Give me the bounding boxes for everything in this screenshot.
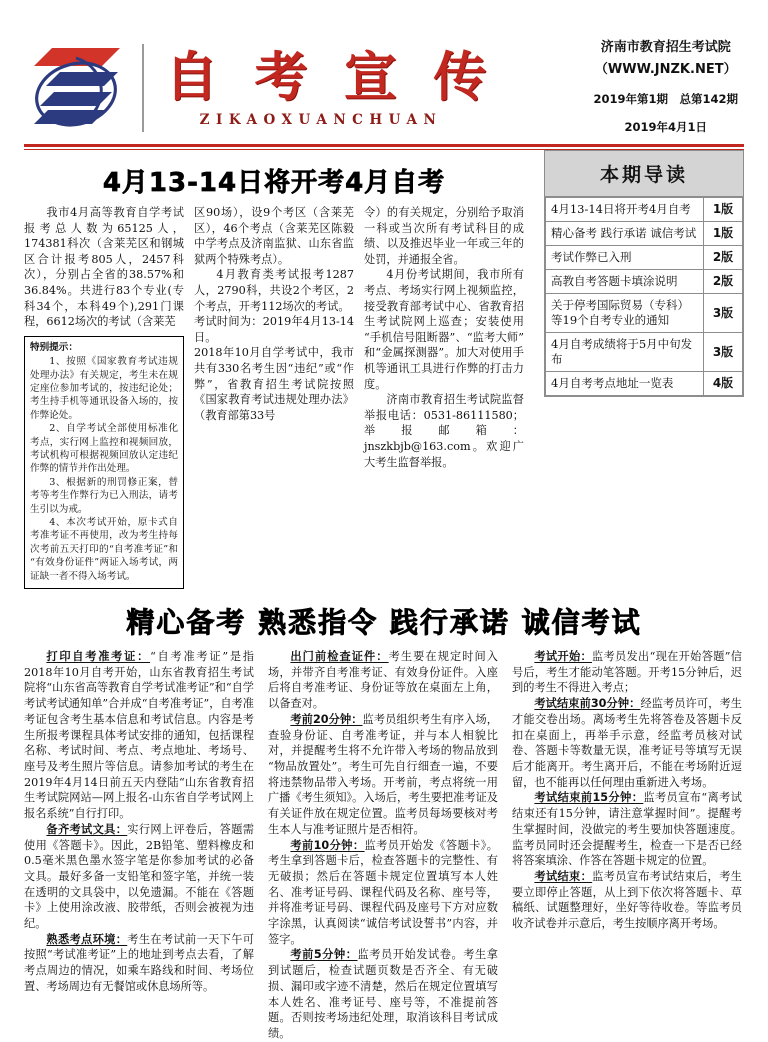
- paragraph-lead: 考试结束前15分钟：: [534, 791, 644, 805]
- page-title-pinyin: ZIKAOXUANCHUAN: [199, 112, 443, 129]
- special-notice-box: [24, 336, 184, 589]
- paragraph: [512, 649, 742, 696]
- paragraph-lead: 打印自考准考证：: [46, 650, 151, 664]
- masthead: [24, 0, 744, 142]
- table-row[interactable]: [546, 270, 743, 294]
- paragraph: [24, 822, 254, 932]
- toc-entry-text: 高教自考答题卡填涂说明: [546, 270, 704, 294]
- table-row[interactable]: [546, 333, 743, 372]
- article1-column-1: [24, 205, 184, 589]
- toc-entry-page: 3版: [704, 333, 743, 372]
- paragraph-body: 考生要在规定时间入场，并带齐自考准考证、有效身份证件。入座后将自考准考证、身份证等放在桌面左上角，以备查对。: [268, 650, 498, 711]
- paragraph: [512, 869, 742, 932]
- toc-entry-text: 关于停考国际贸易（专科）等19个自考专业的通知: [546, 294, 704, 333]
- paragraph-body: 监考员发出“现在开始答题”信号后，考生才能动笔答题。开考15分钟后，迟到的考生不得进入考点；: [512, 650, 742, 695]
- toc-entry-page: 2版: [704, 270, 743, 294]
- article2-column-3: [512, 649, 742, 1042]
- masthead-title-block: [156, 45, 496, 129]
- paragraph: 区90场），设9个考区（含莱芜区），46个考点（含莱芜区陈毅中学考点及济南监狱、山东省监狱两个特殊考点）。: [194, 206, 354, 266]
- paragraph-lead: 备齐考试文具：: [46, 822, 128, 836]
- issue-number: 2019年第1期 总第142期: [593, 91, 738, 106]
- paragraph: 考试时间为：2019年4月13-14日。: [194, 315, 354, 344]
- top-section: [24, 150, 744, 589]
- special-notice-item: 3、根据新的刑罚修正案，替考等考生作弊行为已入刑法，请考生引以为戒。: [30, 476, 178, 515]
- article1-column-2: [194, 205, 354, 589]
- paragraph: [24, 649, 254, 822]
- paragraph-body: 监考员宣布考试结束后，考生要立即停止答题，从上到下依次将答题卡、草稿纸、试题整理好，坐好等待收卷。等监考员收齐试卷并示意后，考生按顺序离开考场。: [512, 869, 742, 931]
- paragraph-body: “自考准考证”是指2018年10月自考开始，山东省教育招生考试院将“山东省高等教育自学考试准考证”和“自学考试考试通知单”合并成“自考准考证”，自考准考证包含考生基本信息和考试信息。内容是考生所报考课程具体考试安排的通知，包括课程名称、考试时间、考点、考点地址、考场号、座号及考生照片等信息。请参加考试的考生在2019年4月14日前五天内登陆“山东省教育招生考试院网站—网上报名-山东省自学考试网上报名系统”自行打印。: [24, 650, 254, 821]
- paragraph-body: 监考员组织考生有序入场，查验身份证、自考准考证，并与本人相貌比对，并提醒考生将不允许带入考场的物品放到“物品放置处”。考生可先自行细查一遍，不要将违禁物品带入考场。开考前，考点将统一用广播《考生须知》。入场后，考生要把准考证及有关证件放在规定位置。监考员每场要核对考生本人与准考证照片是否相符。: [268, 712, 498, 836]
- paragraph-body: 考生在考试前一天下午可按照“考试准考证”上的地址到考点去看，了解考点周边的情况，如乘车路线和时间、考场位置、考场周边有无餐馆或休息场所等。: [24, 932, 254, 993]
- paragraph: 令）的有关规定，分别给予取消一科或当次所有考试科目的成绩、以及推迟毕业一年或三年的处罚，并通报全省。: [364, 206, 524, 266]
- paragraph: [268, 947, 498, 1041]
- toc-entry-text: 4月自考考点地址一览表: [546, 372, 704, 396]
- paragraph-lead: 熟悉考点环境：: [46, 932, 128, 946]
- paragraph: [24, 932, 254, 995]
- paragraph-body: 实行网上评卷后，答题需使用《答题卡》。因此，2B铅笔、塑料橡皮和0.5毫米黑色墨水签字笔是你参加考试的必备文具。最好多备一支铅笔和签字笔，并统一装在透明的文具袋中，以免遗漏。不能在《答题卡》上使用涂改液、胶带纸，否则会被视为违纪。: [24, 822, 254, 931]
- paragraph: [268, 838, 498, 948]
- paragraph-body: 经监考员许可，考生才能交卷出场。离场考生先将答卷及答题卡反扣在桌面上，再举手示意，经监考员核对试卷、答题卡等数量无误，准考证号等填写无误后才能离开。考生离开后，不能在考场附近逗留，也不能再以任何理由重新进入考场。: [512, 697, 742, 789]
- toc-entry-text: 4月自考成绩将于5月中旬发布: [546, 333, 704, 372]
- publisher-website: （WWW.JNZK.NET）: [594, 61, 737, 77]
- article1-columns: [24, 205, 526, 589]
- table-of-contents: [544, 150, 744, 397]
- paragraph-lead: 考前20分钟：: [290, 712, 363, 726]
- article2-column-1: [24, 649, 254, 1042]
- contact-paragraph: 济南市教育招生考试院监督举报电话：0531-86111580；举报邮箱：jnszkbjb@163.com。欢迎广大考生监督举报。: [364, 393, 524, 469]
- toc-table: [545, 197, 743, 396]
- toc-entry-page: 1版: [704, 198, 743, 222]
- paragraph-lead: 考试开始：: [534, 650, 592, 664]
- toc-entry-page: 4版: [704, 372, 743, 396]
- paragraph: [268, 649, 498, 712]
- paragraph-body: 监考员开始发试卷。考生拿到试题后，检查试题页数是否齐全、有无破损、漏印或字迹不清楚，然后在规定位置填写本人姓名、准考证号、座号等，不准提前答题。否则按考场违纪处理，取消该科目考试成绩。: [268, 948, 498, 1040]
- table-row[interactable]: [546, 198, 743, 222]
- special-notice-item: 1、按照《国家教育考试违规处理办法》有关规定，考生未在规定座位参加考试的，按违纪论处；考生持手机等通讯设备入场的，按作弊论处。: [30, 356, 178, 421]
- special-notice-item: 2、自学考试全部使用标准化考点，实行网上监控和视频回放，考试机构可根据视频回放认定违纪作弊的情节并作出处理。: [30, 423, 178, 475]
- paragraph: [512, 790, 742, 869]
- table-row[interactable]: [546, 294, 743, 333]
- article2-columns: [24, 649, 744, 1042]
- toc-entry-page: 1版: [704, 222, 743, 246]
- paragraph: [268, 712, 498, 838]
- paragraph-lead: 考试结束：: [534, 869, 593, 883]
- masthead-divider: [142, 44, 144, 132]
- paragraph-lead: 考前10分钟：: [290, 838, 365, 852]
- toc-entry-text: 精心备考 践行承诺 诚信考试: [546, 222, 704, 246]
- article2-column-2: [268, 649, 498, 1042]
- toc-entry-page: 2版: [704, 246, 743, 270]
- article1-headline: 4月13-14日将开考4月自考: [102, 168, 446, 198]
- table-row[interactable]: [546, 246, 743, 270]
- paragraph: [512, 696, 742, 790]
- masthead-rule: [24, 144, 744, 147]
- paragraph-lead: 出门前检查证件：: [290, 650, 389, 664]
- article1-column-3: [364, 205, 524, 589]
- paragraph: 4月份考试期间，我市所有考点、考场实行网上视频监控，接受教育部考试中心、省教育招生考试院网上巡查；安装使用“手机信号阻断器”、“监考大师”和“金属探测器”。加大对使用手机等通讯工具进行作弊的打击力度。: [364, 268, 524, 391]
- toc-entry-text: 4月13-14日将开考4月自考: [546, 198, 704, 222]
- paragraph-body: 监考员宣布“离考试结束还有15分钟，请注意掌握时间”。提醒考生掌握时间，没做完的考生要加快答题速度。监考员同时还会提醒考生，检查一下是否已经将答案填涂、作答在答题卡规定的位置。: [512, 791, 742, 868]
- toc-entry-page: 3版: [704, 294, 743, 333]
- paragraph-lead: 考试结束前30分钟：: [534, 697, 641, 711]
- jnzk-logo-icon: [24, 38, 142, 138]
- article2-headline: 精心备考 熟悉指令 践行承诺 诚信考试: [126, 606, 642, 640]
- page-title: 自 考 宣 传: [165, 45, 496, 108]
- masthead-meta: [593, 38, 744, 138]
- issue-date: 2019年4月1日: [624, 120, 707, 135]
- paragraph: 4月教育类考试报考1287人，2790科，共设2个考区，2个考点，开考112场次的考试。: [194, 268, 354, 313]
- article-exam-dates: [24, 150, 526, 589]
- paragraph: 2018年10月自学考试中，我市共有330名考生因“违纪”或“作弊”，省教育招生考试院按照《国家教育考试违规处理办法》（教育部第33号: [194, 346, 354, 422]
- toc-entry-text: 考试作弊已入刑: [546, 246, 704, 270]
- special-notice-title: 特别提示：: [30, 341, 78, 353]
- toc-title: 本期导读: [545, 151, 743, 197]
- table-row[interactable]: [546, 222, 743, 246]
- paragraph: 我市4月高等教育自学考试报考总人数为65125人，174381科次（含莱芜区和钢城区合计报考805人，2457科次），分别占全省的38.57%和36.84%。共进行83个专业(专科34个，本科49个),291门课程，6612场次的考试（含莱芜: [24, 206, 184, 329]
- table-row[interactable]: [546, 372, 743, 396]
- paragraph-lead: 考前5分钟：: [290, 948, 358, 962]
- special-notice-item: 4、本次考试开始，原卡式自考准考证不再使用，改为考生持每次考前五天打印的“自考准考证”和“有效身份证件”两证入场考试，两证缺一者不得入场考试。: [30, 517, 178, 582]
- paragraph-body: 监考员开始发《答题卡》。考生拿到答题卡后，检查答题卡的完整性、有无破损；然后在答题卡规定位置填写本人姓名、准考证号码、课程代码及名称、座号等，并将准考证号码、课程代码及座号下方对应数字涂黑，认真阅读“诚信考试设誓书”内容，并签字。: [268, 838, 498, 946]
- publisher-name: 济南市教育招生考试院: [600, 40, 731, 55]
